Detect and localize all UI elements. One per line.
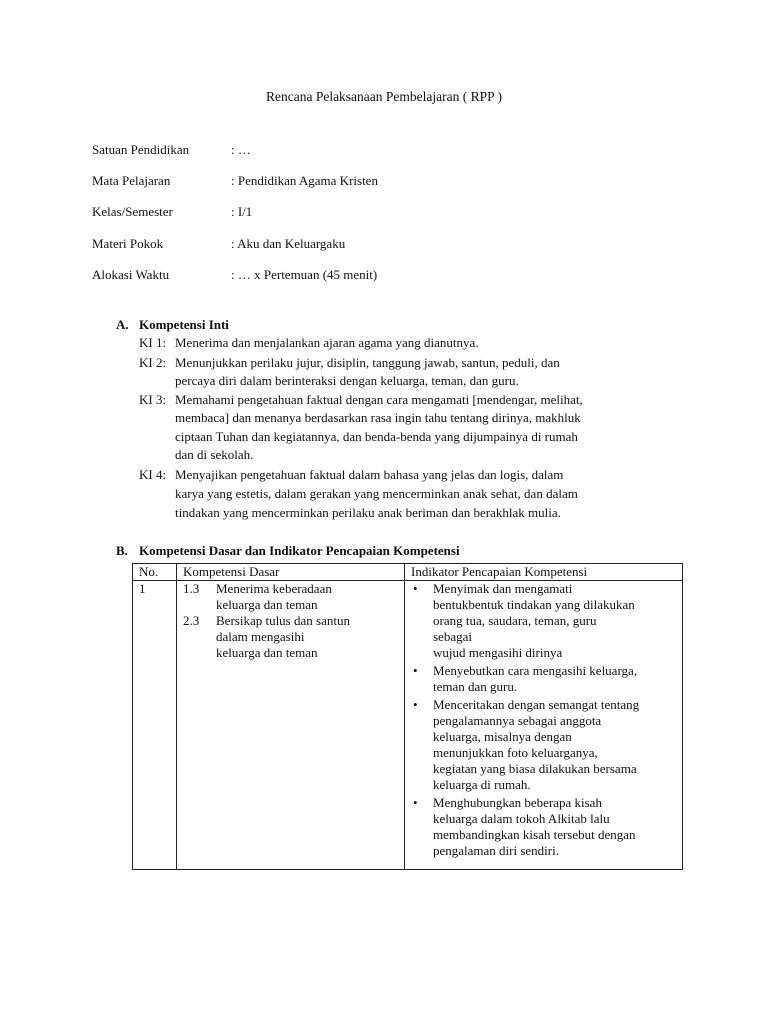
- bullet-icon: •: [413, 795, 418, 810]
- column-header: No.: [133, 564, 177, 581]
- indicator-text: teman dan guru.: [433, 679, 518, 694]
- indicator-cell: [405, 581, 683, 870]
- kd-text: Bersikap tulus dan santun: [216, 613, 350, 628]
- section-letter: B.: [116, 543, 128, 558]
- identity-value: : … x Pertemuan (45 menit): [231, 267, 378, 282]
- ki-label: KI 1:: [139, 335, 167, 350]
- indicator-text: pengalaman diri sendiri.: [433, 843, 559, 858]
- indicator-item: [411, 795, 676, 859]
- kd-number: 2.3: [183, 613, 200, 628]
- indicator-text: keluarga di rumah.: [433, 777, 531, 792]
- kd-cell: [177, 581, 405, 870]
- indicator-text: wujud mengasihi dirinya: [433, 645, 563, 660]
- identity-value: : Aku dan Keluargaku: [231, 236, 346, 251]
- indicator-item: [411, 663, 676, 695]
- bullet-icon: •: [413, 697, 418, 712]
- ki-text: ciptaan Tuhan dan kegiatannya, dan benda-benda yang dijumpainya di rumah: [175, 429, 578, 444]
- identity-value: : Pendidikan Agama Kristen: [231, 173, 378, 188]
- ki-text: Menerima dan menjalankan ajaran agama yang dianutnya.: [175, 335, 479, 350]
- indicator-text: pengalamannya sebagai anggota: [433, 713, 602, 728]
- kd-item: [183, 613, 398, 661]
- ki-label: KI 2:: [139, 355, 167, 370]
- indicator-text: keluarga, misalnya dengan: [433, 729, 572, 744]
- identity-value: : …: [231, 142, 251, 157]
- ki-label: KI 3:: [139, 392, 167, 407]
- indicator-text: menunjukkan foto keluarganya,: [433, 745, 598, 760]
- column-header: Indikator Pencapaian Kompetensi: [405, 564, 683, 581]
- page-title: Rencana Pelaksanaan Pembelajaran ( RPP ): [265, 89, 503, 104]
- indicator-text: Menyimak dan mengamati: [433, 581, 573, 596]
- indicator-text: orang tua, saudara, teman, guru: [433, 613, 597, 628]
- table-header-row: [133, 564, 683, 581]
- ki-label: KI 4:: [139, 467, 167, 482]
- ki-text: membaca] dan menanya berdasarkan rasa ingin tahu tentang dirinya, makhluk: [175, 410, 581, 425]
- indicator-text: Menyebutkan cara mengasihi keluarga,: [433, 663, 638, 678]
- row-number: 1: [133, 581, 177, 870]
- indicator-text: keluarga dalam tokoh Alkitab lalu: [433, 811, 610, 826]
- section-letter: A.: [116, 317, 129, 332]
- indicator-text: sebagai: [433, 629, 472, 644]
- ki-text: Memahami pengetahuan faktual dengan cara mengamati [mendengar, melihat,: [175, 392, 583, 407]
- indicator-item: [411, 697, 676, 793]
- kd-text: Menerima keberadaan: [216, 581, 332, 596]
- kompetensi-table: [132, 563, 683, 870]
- identity-label: Materi Pokok: [92, 236, 164, 251]
- kd-text: keluarga dan teman: [216, 645, 318, 660]
- ki-text: Menunjukkan perilaku jujur, disiplin, tanggung jawab, santun, peduli, dan: [175, 355, 560, 370]
- kd-text: dalam mengasihi: [216, 629, 305, 644]
- indicator-text: Menghubungkan beberapa kisah: [433, 795, 602, 810]
- section-title: Kompetensi Inti: [139, 317, 229, 332]
- kd-text: keluarga dan teman: [216, 597, 318, 612]
- ki-text: percaya diri dalam berinteraksi dengan keluarga, teman, dan guru.: [175, 373, 519, 388]
- section-title: Kompetensi Dasar dan Indikator Pencapaian Kompetensi: [139, 543, 460, 558]
- indicator-text: bentukbentuk tindakan yang dilakukan: [433, 597, 635, 612]
- identity-label: Mata Pelajaran: [92, 173, 171, 188]
- identity-label: Kelas/Semester: [92, 204, 173, 219]
- indicator-item: [411, 581, 676, 661]
- indicator-text: membandingkan kisah tersebut dengan: [433, 827, 636, 842]
- identity-label: Satuan Pendidikan: [92, 142, 190, 157]
- ki-text: dan di sekolah.: [175, 447, 254, 462]
- bullet-icon: •: [413, 663, 418, 678]
- ki-text: tindakan yang mencerminkan perilaku anak beriman dan berakhlak mulia.: [175, 505, 561, 520]
- indicator-text: kegiatan yang biasa dilakukan bersama: [433, 761, 637, 776]
- kd-number: 1.3: [183, 581, 200, 596]
- identity-label: Alokasi Waktu: [92, 267, 170, 282]
- column-header: Kompetensi Dasar: [177, 564, 405, 581]
- indicator-text: Menceritakan dengan semangat tentang: [433, 697, 640, 712]
- ki-text: Menyajikan pengetahuan faktual dalam bahasa yang jelas dan logis, dalam: [175, 467, 564, 482]
- bullet-icon: •: [413, 581, 418, 596]
- identity-value: : I/1: [231, 204, 253, 219]
- ki-text: karya yang estetis, dalam gerakan yang mencerminkan anak sehat, dan dalam: [175, 486, 578, 501]
- kd-item: [183, 581, 398, 613]
- table-row: [133, 581, 683, 870]
